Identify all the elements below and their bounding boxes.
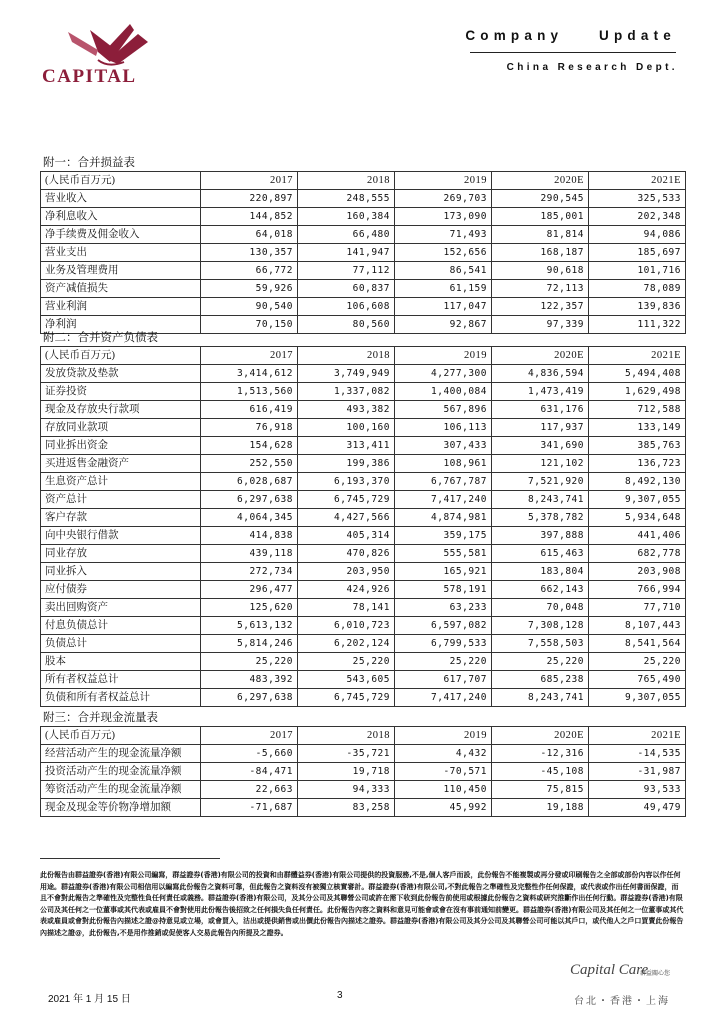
table-row [41, 190, 686, 208]
table-cell: 397,888 [492, 527, 589, 545]
page-number: 3 [337, 990, 343, 1001]
table-cell: 86,541 [395, 262, 492, 280]
row-label: 现金及存放央行款项 [41, 401, 201, 419]
table-cell: 80,560 [298, 316, 395, 334]
table-cell: 682,778 [589, 545, 686, 563]
year-header: 2017 [201, 347, 298, 365]
balance-sheet-section [40, 330, 685, 707]
table-cell: 19,718 [298, 763, 395, 781]
table-cell: 470,826 [298, 545, 395, 563]
table-cell: 77,710 [589, 599, 686, 617]
table-cell: 76,918 [201, 419, 298, 437]
table-cell: 130,357 [201, 244, 298, 262]
table-cell: 106,608 [298, 298, 395, 316]
table-header-row [41, 727, 686, 745]
table-cell: 483,392 [201, 671, 298, 689]
table-cell: 4,836,594 [492, 365, 589, 383]
year-header: 2020E [492, 727, 589, 745]
row-label: 同业拆出资金 [41, 437, 201, 455]
table-cell: 685,238 [492, 671, 589, 689]
table-row [41, 419, 686, 437]
table-row [41, 455, 686, 473]
table-cell: -84,471 [201, 763, 298, 781]
unit-label: (人民币百万元) [41, 727, 201, 745]
row-label: 同业拆入 [41, 563, 201, 581]
row-label: 存放同业款项 [41, 419, 201, 437]
year-header: 2021E [589, 727, 686, 745]
row-label: 证券投资 [41, 383, 201, 401]
table-row [41, 473, 686, 491]
table-cell: 139,836 [589, 298, 686, 316]
row-label: 资产总计 [41, 491, 201, 509]
row-label: 净利润 [41, 316, 201, 334]
table-cell: 439,118 [201, 545, 298, 563]
year-header: 2019 [395, 727, 492, 745]
table-cell: 90,540 [201, 298, 298, 316]
table-cell: 5,814,246 [201, 635, 298, 653]
row-label: 资产减值损失 [41, 280, 201, 298]
table-row [41, 689, 686, 707]
office-cities: 台北・香港・上海 [574, 996, 670, 1007]
table-cell: 414,838 [201, 527, 298, 545]
table-cell: 1,513,560 [201, 383, 298, 401]
table-cell: 121,102 [492, 455, 589, 473]
table-cell: 6,202,124 [298, 635, 395, 653]
table-cell: -14,535 [589, 745, 686, 763]
table-cell: 49,479 [589, 799, 686, 817]
table-cell: 359,175 [395, 527, 492, 545]
table-cell: 25,220 [298, 653, 395, 671]
table-row [41, 509, 686, 527]
table-cell: 5,494,408 [589, 365, 686, 383]
table-cell: 59,926 [201, 280, 298, 298]
table-row [41, 799, 686, 817]
row-label: 营业支出 [41, 244, 201, 262]
table-row [41, 671, 686, 689]
table-cell: 108,961 [395, 455, 492, 473]
table-cell: 106,113 [395, 419, 492, 437]
table-cell: 567,896 [395, 401, 492, 419]
row-label: 经营活动产生的现金流量净额 [41, 745, 201, 763]
table-cell: 8,243,741 [492, 491, 589, 509]
row-label: 所有者权益总计 [41, 671, 201, 689]
cash-flow-table [40, 726, 686, 817]
year-header: 2018 [298, 727, 395, 745]
table-cell: -45,108 [492, 763, 589, 781]
table-cell: 8,243,741 [492, 689, 589, 707]
table-row [41, 365, 686, 383]
table-cell: 6,597,082 [395, 617, 492, 635]
row-label: 筹资活动产生的现金流量净额 [41, 781, 201, 799]
table-cell: 75,815 [492, 781, 589, 799]
table-cell: 25,220 [201, 653, 298, 671]
table-cell: 8,541,564 [589, 635, 686, 653]
row-label: 客户存款 [41, 509, 201, 527]
table-row [41, 226, 686, 244]
table-cell: 631,176 [492, 401, 589, 419]
footnote-rule [40, 858, 220, 859]
year-header: 2021E [589, 172, 686, 190]
table-cell: 61,159 [395, 280, 492, 298]
table-cell: 493,382 [298, 401, 395, 419]
row-label: 向中央银行借款 [41, 527, 201, 545]
table-cell: 555,581 [395, 545, 492, 563]
table-row [41, 208, 686, 226]
table-cell: 269,703 [395, 190, 492, 208]
table-cell: 3,749,949 [298, 365, 395, 383]
table-cell: 160,384 [298, 208, 395, 226]
table-cell: 90,618 [492, 262, 589, 280]
table-cell: 7,417,240 [395, 689, 492, 707]
table-cell: 203,950 [298, 563, 395, 581]
table-cell: 252,550 [201, 455, 298, 473]
table-cell: 101,716 [589, 262, 686, 280]
table-cell: -5,660 [201, 745, 298, 763]
table-cell: 766,994 [589, 581, 686, 599]
row-label: 买进返售金融资产 [41, 455, 201, 473]
table-cell: 5,378,782 [492, 509, 589, 527]
table-cell: 60,837 [298, 280, 395, 298]
table-row [41, 617, 686, 635]
table-cell: 6,767,787 [395, 473, 492, 491]
table-cell: 185,001 [492, 208, 589, 226]
row-label: 发放贷款及垫款 [41, 365, 201, 383]
table-cell: 144,852 [201, 208, 298, 226]
table-cell: 78,089 [589, 280, 686, 298]
table-cell: 125,620 [201, 599, 298, 617]
table-cell: 71,493 [395, 226, 492, 244]
table-cell: 97,339 [492, 316, 589, 334]
table-cell: 6,010,723 [298, 617, 395, 635]
table-cell: 64,018 [201, 226, 298, 244]
cash-flow-section [40, 710, 685, 817]
income-statement-section [40, 155, 685, 334]
table-cell: 136,723 [589, 455, 686, 473]
row-label: 净手续费及佣金收入 [41, 226, 201, 244]
year-header: 2017 [201, 172, 298, 190]
table-cell: 1,473,419 [492, 383, 589, 401]
table-cell: 111,322 [589, 316, 686, 334]
table-cell: 173,090 [395, 208, 492, 226]
table-header-row [41, 172, 686, 190]
row-label: 业务及管理费用 [41, 262, 201, 280]
table-cell: 185,697 [589, 244, 686, 262]
table-row [41, 298, 686, 316]
table-row [41, 262, 686, 280]
table-cell: 765,490 [589, 671, 686, 689]
table-cell: 307,433 [395, 437, 492, 455]
table-row [41, 545, 686, 563]
table-cell: 290,545 [492, 190, 589, 208]
brand-logo: Capital Care [570, 962, 649, 978]
table-cell: 168,187 [492, 244, 589, 262]
table-row [41, 383, 686, 401]
table-cell: -71,687 [201, 799, 298, 817]
table-cell: 543,605 [298, 671, 395, 689]
row-label: 负债和所有者权益总计 [41, 689, 201, 707]
table-row [41, 635, 686, 653]
table-cell: 25,220 [492, 653, 589, 671]
table-cell: 405,314 [298, 527, 395, 545]
row-label: 负债总计 [41, 635, 201, 653]
table-row [41, 244, 686, 262]
table-cell: 199,386 [298, 455, 395, 473]
table-cell: 8,107,443 [589, 617, 686, 635]
row-label: 投资活动产生的现金流量净额 [41, 763, 201, 781]
table-cell: 100,160 [298, 419, 395, 437]
table-cell: 117,937 [492, 419, 589, 437]
table-cell: 1,337,082 [298, 383, 395, 401]
table-cell: 93,533 [589, 781, 686, 799]
brand-tagline: 群益關心您 [640, 970, 671, 977]
table-cell: -70,571 [395, 763, 492, 781]
table-cell: 4,277,300 [395, 365, 492, 383]
table-cell: 3,414,612 [201, 365, 298, 383]
table-row [41, 527, 686, 545]
row-label: 营业收入 [41, 190, 201, 208]
table-cell: 220,897 [201, 190, 298, 208]
table-cell: 8,492,130 [589, 473, 686, 491]
table-cell: 296,477 [201, 581, 298, 599]
table-cell: 5,934,648 [589, 509, 686, 527]
row-label: 同业存放 [41, 545, 201, 563]
table-cell: -35,721 [298, 745, 395, 763]
table-cell: 83,258 [298, 799, 395, 817]
table-cell: 662,143 [492, 581, 589, 599]
table-cell: 712,588 [589, 401, 686, 419]
table-cell: 70,150 [201, 316, 298, 334]
row-label: 股本 [41, 653, 201, 671]
table-cell: 1,400,084 [395, 383, 492, 401]
table-title: 附三：合并现金流量表 [43, 712, 158, 724]
table-title: 附二：合并资产负债表 [43, 332, 158, 344]
table-cell: 1,629,498 [589, 383, 686, 401]
table-cell: 154,628 [201, 437, 298, 455]
table-row [41, 401, 686, 419]
table-cell: 66,772 [201, 262, 298, 280]
table-cell: 25,220 [395, 653, 492, 671]
table-row [41, 280, 686, 298]
table-row [41, 781, 686, 799]
table-cell: 313,411 [298, 437, 395, 455]
table-cell: 94,086 [589, 226, 686, 244]
table-cell: 617,707 [395, 671, 492, 689]
year-header: 2018 [298, 347, 395, 365]
report-date: 2021 年 1 月 15 日 [48, 994, 131, 1005]
table-cell: 203,908 [589, 563, 686, 581]
table-cell: 4,874,981 [395, 509, 492, 527]
table-cell: 7,521,920 [492, 473, 589, 491]
table-title: 附一：合并损益表 [43, 157, 135, 169]
table-row [41, 653, 686, 671]
table-cell: 6,745,729 [298, 491, 395, 509]
table-cell: 122,357 [492, 298, 589, 316]
table-cell: 72,113 [492, 280, 589, 298]
table-cell: 325,533 [589, 190, 686, 208]
table-cell: 77,112 [298, 262, 395, 280]
table-cell: 9,307,055 [589, 689, 686, 707]
income-statement-table [40, 171, 686, 334]
table-cell: 6,193,370 [298, 473, 395, 491]
table-cell: 66,480 [298, 226, 395, 244]
year-header: 2021E [589, 347, 686, 365]
row-label: 付息负债总计 [41, 617, 201, 635]
table-cell: 6,297,638 [201, 491, 298, 509]
row-label: 卖出回购资产 [41, 599, 201, 617]
table-cell: 6,799,533 [395, 635, 492, 653]
table-cell: 202,348 [589, 208, 686, 226]
table-cell: 141,947 [298, 244, 395, 262]
table-cell: 248,555 [298, 190, 395, 208]
table-cell: 94,333 [298, 781, 395, 799]
table-cell: 272,734 [201, 563, 298, 581]
table-cell: 183,804 [492, 563, 589, 581]
table-cell: 7,417,240 [395, 491, 492, 509]
table-cell: 4,064,345 [201, 509, 298, 527]
table-cell: 385,763 [589, 437, 686, 455]
table-cell: 4,432 [395, 745, 492, 763]
disclaimer: 此份報告由群益證券(香港)有限公司編寫，群益證券(香港)有限公司的投資和由群體益券(香港)有限公司提供的投資服務,不是,個人客戶而設，此份報告不能複製或再分發或印刷報告之全部或部份內容以作任何用途。群益證券(香港)有限公司相信用以編寫此份報告之資料可靠，但此報告之資料沒有被獨立核實審計。群益證券(香港)有限公司,不對此報告之準確性及完整性作任何保證，或代表或作出任何書面保證，而且不會對此報告之準確性及完整性負任何責任或義務。群益證券(香港)有限公司，及其分公司及其聯營公司或許在需下收到此份報告前使用或根據此份報告之資料或研究推斷作出任何行動。群益證券(香港)有限公司及其任何之一位董事或其代表或雇員不會對使用此份報告後招致之任何損失負任何責任。此份報告內容之資料和意見可能會或會在沒有事前通知前變更。群益證券(香港)有限公司及其任何之一位董事或其代表或雇員或會對此份報告內描述之證@持意見或立場，或會買入，沽出或提供銷售或出價此份報告內描述之證券。群益證券(香港)有限公司及其分公司及其聯營公司可能以其戶口，或代他人之戶口買賣此份報告內描述之證@，此份報告,不是用作推銷或促使客人交易此報告內所提及之證券。 [40, 871, 684, 937]
table-cell: 110,450 [395, 781, 492, 799]
table-row [41, 437, 686, 455]
table-cell: -31,987 [589, 763, 686, 781]
table-row [41, 745, 686, 763]
table-cell: 133,149 [589, 419, 686, 437]
table-cell: 152,656 [395, 244, 492, 262]
table-cell: 9,307,055 [589, 491, 686, 509]
table-cell: 22,663 [201, 781, 298, 799]
table-cell: 165,921 [395, 563, 492, 581]
table-header-row [41, 347, 686, 365]
table-cell: 19,188 [492, 799, 589, 817]
row-label: 生息资产总计 [41, 473, 201, 491]
table-row [41, 599, 686, 617]
table-cell: 424,926 [298, 581, 395, 599]
row-label: 现金及现金等价物净增加额 [41, 799, 201, 817]
table-cell: 45,992 [395, 799, 492, 817]
table-cell: 70,048 [492, 599, 589, 617]
table-cell: 78,141 [298, 599, 395, 617]
year-header: 2019 [395, 172, 492, 190]
year-header: 2017 [201, 727, 298, 745]
table-cell: 341,690 [492, 437, 589, 455]
table-cell: 63,233 [395, 599, 492, 617]
table-cell: 616,419 [201, 401, 298, 419]
table-row [41, 491, 686, 509]
table-cell: 92,867 [395, 316, 492, 334]
logo-wordmark: CAPITAL [42, 66, 137, 87]
table-cell: 81,814 [492, 226, 589, 244]
table-cell: 117,047 [395, 298, 492, 316]
header-rule [470, 52, 676, 53]
unit-label: (人民币百万元) [41, 347, 201, 365]
table-cell: 615,463 [492, 545, 589, 563]
table-row [41, 563, 686, 581]
table-cell: 4,427,566 [298, 509, 395, 527]
balance-sheet-table [40, 346, 686, 707]
table-cell: 7,308,128 [492, 617, 589, 635]
row-label: 营业利润 [41, 298, 201, 316]
row-label: 应付债券 [41, 581, 201, 599]
year-header: 2020E [492, 347, 589, 365]
unit-label: (人民币百万元) [41, 172, 201, 190]
table-cell: -12,316 [492, 745, 589, 763]
row-label: 净利息收入 [41, 208, 201, 226]
table-cell: 578,191 [395, 581, 492, 599]
table-cell: 6,297,638 [201, 689, 298, 707]
table-cell: 441,406 [589, 527, 686, 545]
department: China Research Dept. [506, 62, 678, 73]
table-cell: 5,613,132 [201, 617, 298, 635]
report-type: Company Update [465, 28, 676, 43]
table-cell: 6,745,729 [298, 689, 395, 707]
table-row [41, 581, 686, 599]
table-cell: 7,558,503 [492, 635, 589, 653]
table-cell: 6,028,687 [201, 473, 298, 491]
year-header: 2018 [298, 172, 395, 190]
table-row [41, 763, 686, 781]
table-cell: 25,220 [589, 653, 686, 671]
year-header: 2020E [492, 172, 589, 190]
year-header: 2019 [395, 347, 492, 365]
